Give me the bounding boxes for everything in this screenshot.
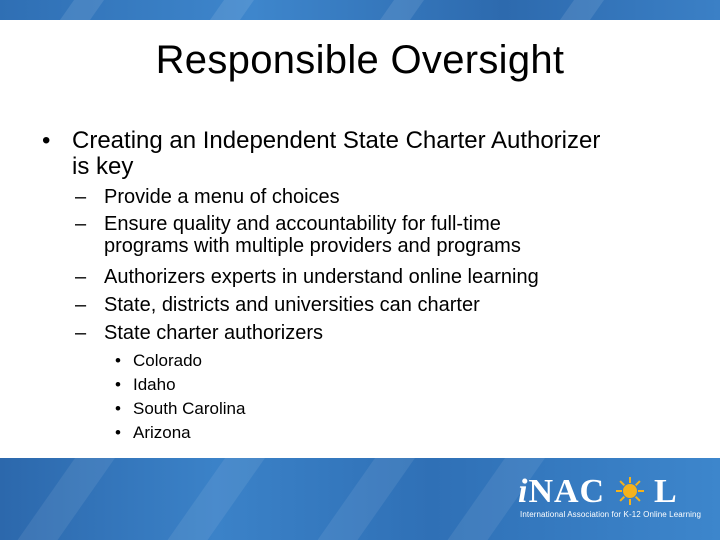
logo-wordmark: iNAC L <box>518 473 678 510</box>
dash-marker: – <box>75 213 87 235</box>
bullet-marker: • <box>115 375 121 394</box>
sub-bullet-charter <box>75 294 675 316</box>
sub-bullet-text: State charter authorizers <box>104 322 323 344</box>
bullet-marker: • <box>115 399 121 418</box>
state-name: Colorado <box>133 351 202 370</box>
dash-marker: – <box>75 294 87 316</box>
sub-bullet-authorizers <box>75 266 675 288</box>
main-bullet-line-1: Creating an Independent State Charter Authorizer <box>72 127 601 154</box>
inacol-logo <box>518 472 708 522</box>
sub-bullet-text: Provide a menu of choices <box>104 186 340 208</box>
state-name: Idaho <box>133 375 176 394</box>
main-bullet <box>42 128 692 180</box>
bullet-marker: • <box>115 351 121 370</box>
top-banner <box>0 0 720 20</box>
sub-bullet-text-continued: programs with multiple providers and programs <box>104 235 521 257</box>
state-name: Arizona <box>133 423 191 442</box>
dash-marker: – <box>75 266 87 288</box>
bottom-banner <box>0 458 720 540</box>
sub-bullet-text: Ensure quality and accountability for full-time <box>104 213 501 235</box>
sub-bullet-quality <box>75 213 675 257</box>
main-bullet-line-2: is key <box>72 153 134 180</box>
state-item-arizona <box>115 423 515 443</box>
bullet-marker: • <box>42 127 51 154</box>
logo-tagline: International Association for K-12 Online Learning <box>520 510 702 519</box>
state-item-idaho <box>115 375 515 395</box>
sub-bullet-state-authorizers <box>75 322 675 344</box>
sun-icon <box>605 472 654 510</box>
state-item-south-carolina <box>115 399 515 419</box>
slide-title: Responsible Oversight <box>155 38 565 82</box>
state-item-colorado <box>115 351 515 371</box>
state-name: South Carolina <box>133 399 246 418</box>
dash-marker: – <box>75 186 87 208</box>
bullet-marker: • <box>115 423 121 442</box>
dash-marker: – <box>75 322 87 344</box>
sub-bullet-menu <box>75 186 675 208</box>
sub-bullet-text: Authorizers experts in understand online learning <box>104 266 539 288</box>
sub-bullet-text: State, districts and universities can charter <box>104 294 480 316</box>
